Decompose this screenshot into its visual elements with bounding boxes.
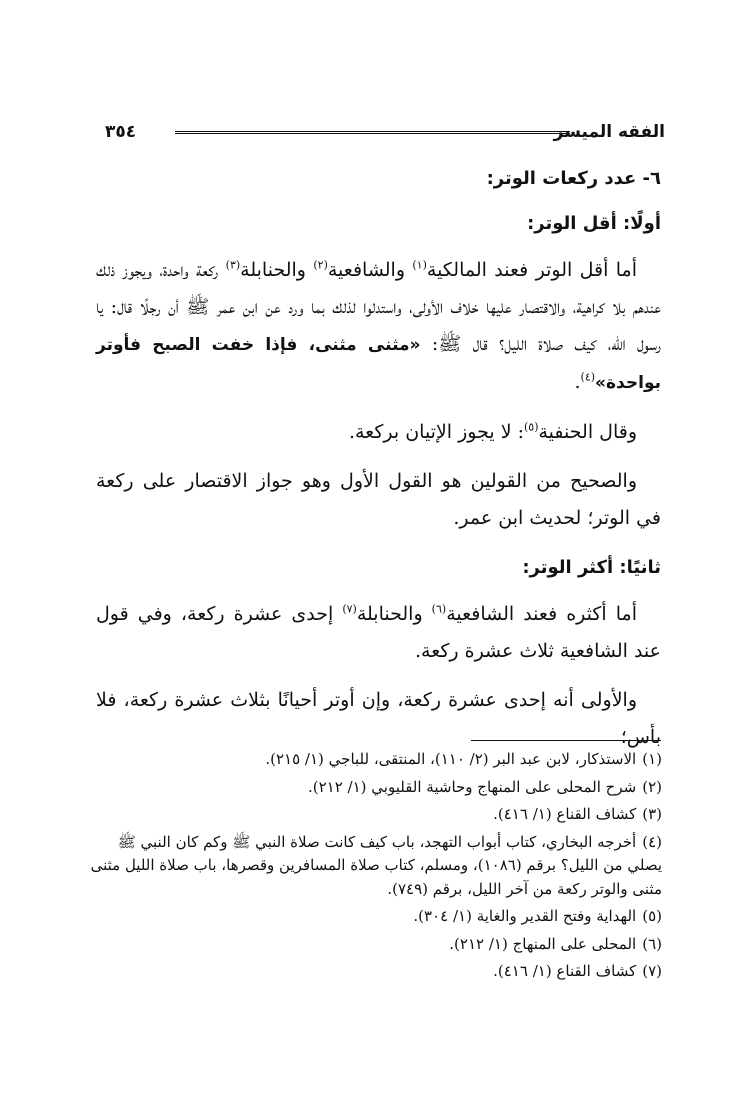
- para1-text-5: .: [574, 371, 581, 393]
- para4-text-3: إحدى عشرة ركعة، وفي قول عند الشافعية ثلاث عشرة ركعة.: [96, 603, 661, 662]
- footnote-ref-6[interactable]: (٦): [431, 602, 447, 616]
- paragraph-min-witr: [96, 252, 661, 402]
- footnote-ref-7[interactable]: (٧): [342, 602, 357, 616]
- para2-text-1: وقال الحنفية: [538, 421, 637, 443]
- footnote-ref-4[interactable]: (٤): [580, 370, 596, 384]
- footnote-ref-2[interactable]: (٢): [313, 258, 328, 272]
- header-rule: [175, 131, 570, 134]
- footnote-text: أخرجه البخاري، كتاب أبواب التهجد، باب كيف كانت صلاة النبي ﷺ وكم كان النبي ﷺ يصلي من الليل؟ برقم (١٠٨٦)، ومسلم، كتاب صلاة المسافرين وقصرها، باب صلاة الليل مثنى مثنى والوتر ركعة من آخر الليل، برقم (٧٤٩).: [90, 832, 662, 898]
- footnote-item: [90, 803, 662, 827]
- footnote-text: الهداية وفتح القدير والغاية (١/ ٣٠٤).: [413, 907, 637, 925]
- footnote-text: كشاف القناع (١/ ٤١٦).: [493, 805, 637, 823]
- footnote-text: الاستذكار، لابن عبد البر (٢/ ١١٠)، المنتقى، للباجي (١/ ٢١٥).: [265, 750, 637, 768]
- footnote-number: (٣): [642, 805, 662, 823]
- footnote-number: (٥): [642, 907, 662, 925]
- para4-text-2: والحنابلة: [356, 603, 432, 625]
- footnote-number: (٢): [642, 777, 662, 796]
- footnote-ref-5[interactable]: (٥): [523, 420, 539, 434]
- footnotes: [90, 748, 662, 988]
- footnote-item: [90, 831, 662, 902]
- footnote-item: [90, 905, 662, 929]
- para4-text-1: أما أكثره فعند الشافعية: [446, 603, 637, 625]
- subheading-max-witr: ثانيًا: أكثر الوتر:: [522, 557, 661, 578]
- footnote-text: شرح المحلى على المنهاج وحاشية القليوبي (١/ ٢١٢).: [307, 777, 637, 796]
- footnote-number: (١): [642, 750, 662, 768]
- paragraph-hanafi: [96, 414, 661, 451]
- book-title: الفقه الميسر: [553, 122, 665, 142]
- main-text: [96, 160, 661, 768]
- para1-text-4: ركعة واحدة، ويجوز ذلك عندهم بلا كراهية، والاقتصار عليها خلاف الأولى، واستدلوا لذلك بما ورد عن ابن عمر ﷺ أن رجلًا قال: يا رسول الله، كيف صلاة الليل؟ قال ﷺ:: [96, 259, 661, 355]
- hadith-quote: «مثنى مثنى، فإذا خفت الصبح فأوتر بواحدة»: [96, 335, 661, 393]
- paragraph-preferred: والصحيح من القولين هو القول الأول وهو جواز الاقتصار على ركعة في الوتر؛ لحديث ابن عمر.: [96, 470, 661, 529]
- footnote-number: (٦): [642, 934, 662, 953]
- footnote-number: (٤): [642, 832, 662, 851]
- paragraph-max-witr: [96, 596, 661, 670]
- footnote-ref-3[interactable]: (٣): [225, 258, 241, 272]
- footnote-text: كشاف القناع (١/ ٤١٦).: [493, 962, 637, 980]
- footnote-item: [90, 933, 662, 957]
- para2-text-2: : لا يجوز الإتيان بركعة.: [348, 421, 524, 443]
- footnote-item: [90, 776, 662, 800]
- footnote-item: [90, 748, 662, 772]
- paragraph-conclusion: والأولى أنه إحدى عشرة ركعة، وإن أوتر أحيانًا بثلاث عشرة ركعة، فلا بأس؛: [96, 689, 661, 748]
- footnote-number: (٧): [642, 962, 662, 980]
- para1-text-3: والحنابلة: [240, 259, 314, 281]
- para1-text-2: والشافعية: [327, 259, 413, 281]
- footnote-text: المحلى على المنهاج (١/ ٢١٢).: [449, 934, 637, 953]
- page-header: [105, 118, 665, 148]
- page-number: ٣٥٤: [105, 122, 137, 142]
- section-heading: ٦- عدد ركعات الوتر:: [486, 168, 661, 189]
- footnote-ref-1[interactable]: (١): [412, 258, 427, 272]
- footnote-separator: [471, 740, 661, 741]
- para1-text-1: أما أقل الوتر فعند المالكية: [426, 259, 637, 281]
- footnote-item: [90, 960, 662, 984]
- subheading-min-witr: أولًا: أقل الوتر:: [527, 213, 661, 234]
